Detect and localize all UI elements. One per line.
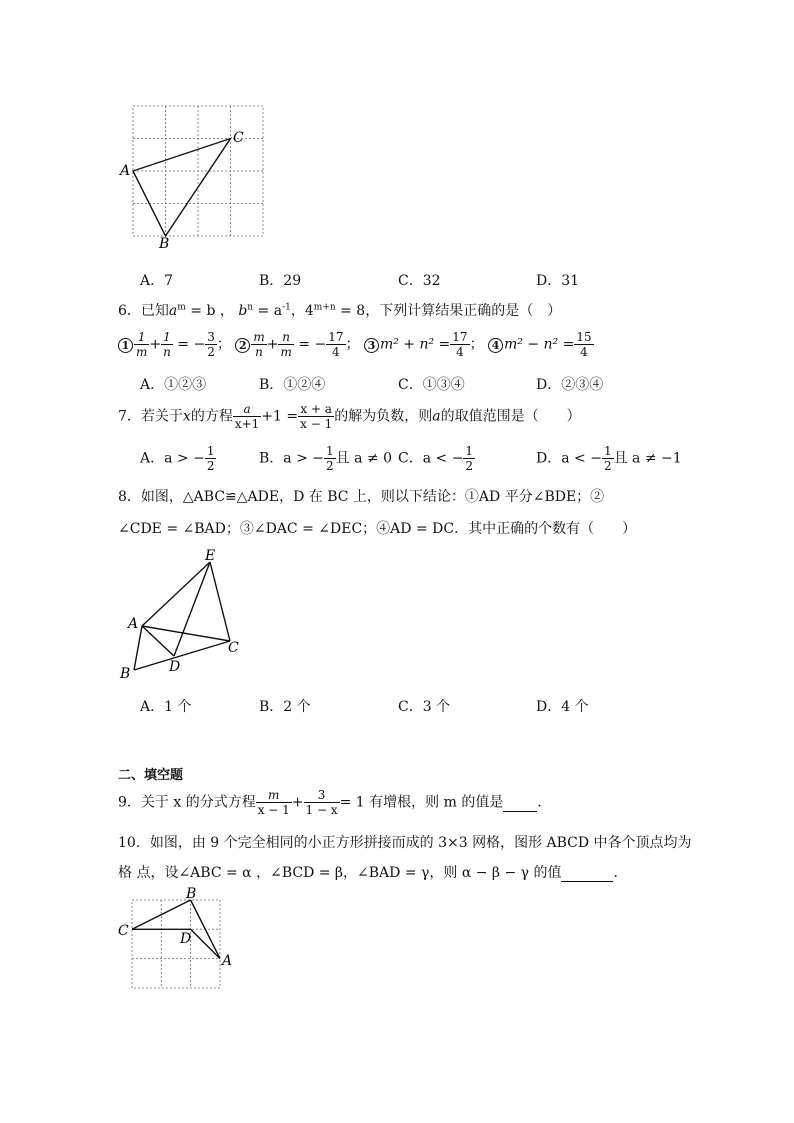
- q6-statements: 1 $\frac{1}{m}$ + $\frac{1}{n}$ = − $\frac{3}{2}$ ； 2 $\frac{m}{n}$ + $\frac{n}{m}$ = − $\frac{17}{4}$ ； 3 m² + n² = $\frac{17}{4}$ ； 4 m² − n² = $\frac{15}{4}$: [118, 330, 594, 359]
- q7-option-c: C．a < − $\frac{1}{2}$: [398, 444, 474, 473]
- q8-label-e: E: [205, 548, 216, 564]
- q9-answer-blank[interactable]: [503, 795, 537, 812]
- q6-option-b: B．①②④: [259, 377, 326, 393]
- circle-2-icon: 2: [235, 338, 250, 353]
- q5-label-a: A: [120, 163, 131, 179]
- q5-option-b: B．29: [259, 273, 302, 289]
- section-title: 二、填空题: [118, 768, 184, 783]
- q8-option-d: D．4 个: [536, 699, 589, 715]
- q8-label-b: B: [120, 666, 131, 682]
- q5-option-c: C．32: [398, 273, 441, 289]
- q6-stem: 6．已知$a^m = b$ ， $b^n = a^{-1}$，$4^{m+n} = 8$，下列计算结果正确的是（ ）: [118, 302, 562, 319]
- q6-option-d: D．②③④: [536, 377, 604, 393]
- q8-option-b: B．2 个: [259, 699, 311, 715]
- q8-option-c: C．3 个: [398, 699, 451, 715]
- q5-grid-figure: [115, 100, 275, 250]
- q5-label-b: B: [159, 236, 170, 250]
- q10-stem-line1: 10．如图，由 9 个完全相同的小正方形拼接而成的 3×3 网格，图形 ABCD 中各个顶点均为: [118, 835, 692, 851]
- circle-3-icon: 3: [364, 338, 379, 353]
- q8-option-a: A．1 个: [140, 699, 192, 715]
- q7-option-b: B．a > − $\frac{1}{2}$ 且 a ≠ 0: [259, 444, 392, 473]
- q10-answer-blank[interactable]: [561, 865, 613, 882]
- q6-option-a: A．①②③: [140, 377, 207, 393]
- q8-label-d: D: [169, 659, 181, 675]
- circle-1-icon: 1: [118, 338, 133, 353]
- q5-option-d: D．31: [536, 273, 580, 289]
- circle-4-icon: 4: [488, 338, 503, 353]
- q8-label-c: C: [228, 640, 239, 656]
- q8-stem-line2: ∠CDE = ∠BAD；③∠DAC = ∠DEC；④AD = DC．其中正确的个数有（ ）: [118, 521, 637, 537]
- q5-label-c: C: [233, 130, 244, 146]
- q8-label-a: A: [128, 616, 139, 632]
- q10-label-c: C: [118, 923, 129, 939]
- q10-label-a: A: [222, 953, 233, 969]
- q5-option-a: A．7: [140, 273, 174, 289]
- q8-stem-line1: 8．如图，△ABC≌△ADE，D 在 BC 上，则以下结论：①AD 平分∠BDE；②: [118, 489, 605, 505]
- q7-option-a: A．a > − $\frac{1}{2}$: [140, 444, 215, 473]
- q9-stem: 9．关于 x 的分式方程 $\frac{m}{x - 1}$ + $\frac{3}{1 - x}$ = 1 有增根，则 m 的值是 ．: [118, 788, 552, 817]
- q8-triangle-figure: [112, 548, 252, 683]
- q10-grid-figure: [114, 886, 244, 992]
- q10-label-b: B: [186, 886, 197, 902]
- q10-stem-line2: 格 点，设∠ABC = α ，∠BCD = β，∠BAD = γ，则 α − β − γ 的值 ．: [118, 865, 628, 881]
- q6-option-c: C．①③④: [398, 377, 465, 393]
- q10-label-d: D: [180, 931, 192, 947]
- q7-stem: 7．若关于x的方程 $\frac{a}{x+1}$ +1 = $\frac{x + a}{x - 1}$ 的解为负数，则a的取值范围是（ ）: [118, 402, 581, 431]
- q7-option-d: D．a < − $\frac{1}{2}$ 且 a ≠ −1: [536, 444, 682, 473]
- q5-triangle: [133, 139, 231, 237]
